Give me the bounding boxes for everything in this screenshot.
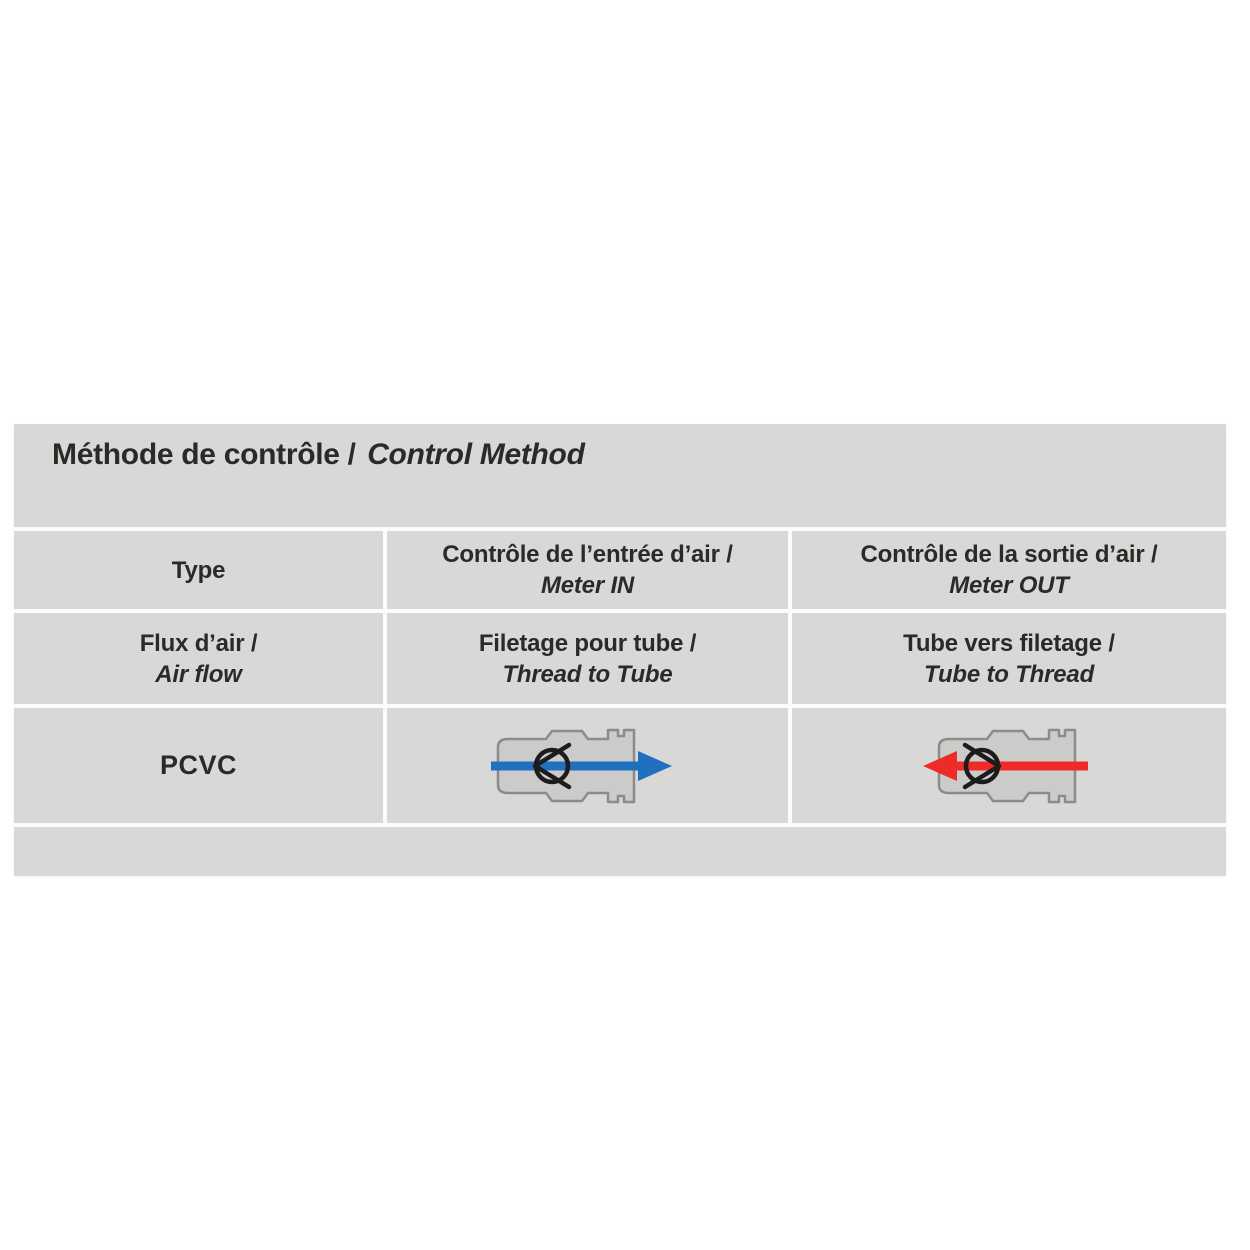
- flow-arrow-shaft: [955, 761, 1088, 770]
- cell-tube-to-thread: [792, 613, 1226, 704]
- meter-in-fitting-diagram-icon: [488, 711, 688, 821]
- cell-thread-to-tube: [387, 613, 788, 704]
- header-meter-in-english: Meter IN: [540, 572, 635, 599]
- thread-to-tube-english: Thread to Tube: [502, 660, 673, 688]
- panel-title-english: Control Method: [367, 438, 585, 471]
- header-meter-out-french: Contrôle de la sortie d’air /: [860, 541, 1158, 568]
- tube-to-thread-french: Tube vers filetage /: [903, 629, 1115, 657]
- air-flow-english: Air flow: [155, 660, 242, 688]
- header-type-label: Type: [171, 556, 226, 584]
- cell-meter-out-diagram: [792, 708, 1226, 823]
- header-cell-type: [14, 531, 383, 609]
- tube-to-thread-english: Tube to Thread: [923, 660, 1095, 688]
- panel-title-french: Méthode de contrôle /: [52, 438, 356, 471]
- control-method-panel: [14, 424, 1226, 876]
- air-flow-french: Flux d’air /: [139, 629, 258, 657]
- meter-out-fitting-diagram-icon: [909, 711, 1109, 821]
- header-meter-out-english: Meter OUT: [949, 572, 1069, 599]
- header-cell-meter-in: [387, 531, 788, 609]
- cell-meter-in-diagram: [387, 708, 788, 823]
- header-meter-in-french: Contrôle de l’entrée d’air /: [442, 541, 733, 568]
- panel-footer-strip: [14, 823, 1226, 876]
- thread-to-tube-french: Filetage pour tube /: [478, 629, 697, 657]
- product-label: PCVC: [159, 750, 237, 780]
- flow-arrow-head: [638, 751, 672, 781]
- control-method-table: [14, 531, 1226, 823]
- cell-air-flow: [14, 613, 383, 704]
- panel-title: [14, 424, 1226, 531]
- cell-product-type: [14, 708, 383, 823]
- header-cell-meter-out: [792, 531, 1226, 609]
